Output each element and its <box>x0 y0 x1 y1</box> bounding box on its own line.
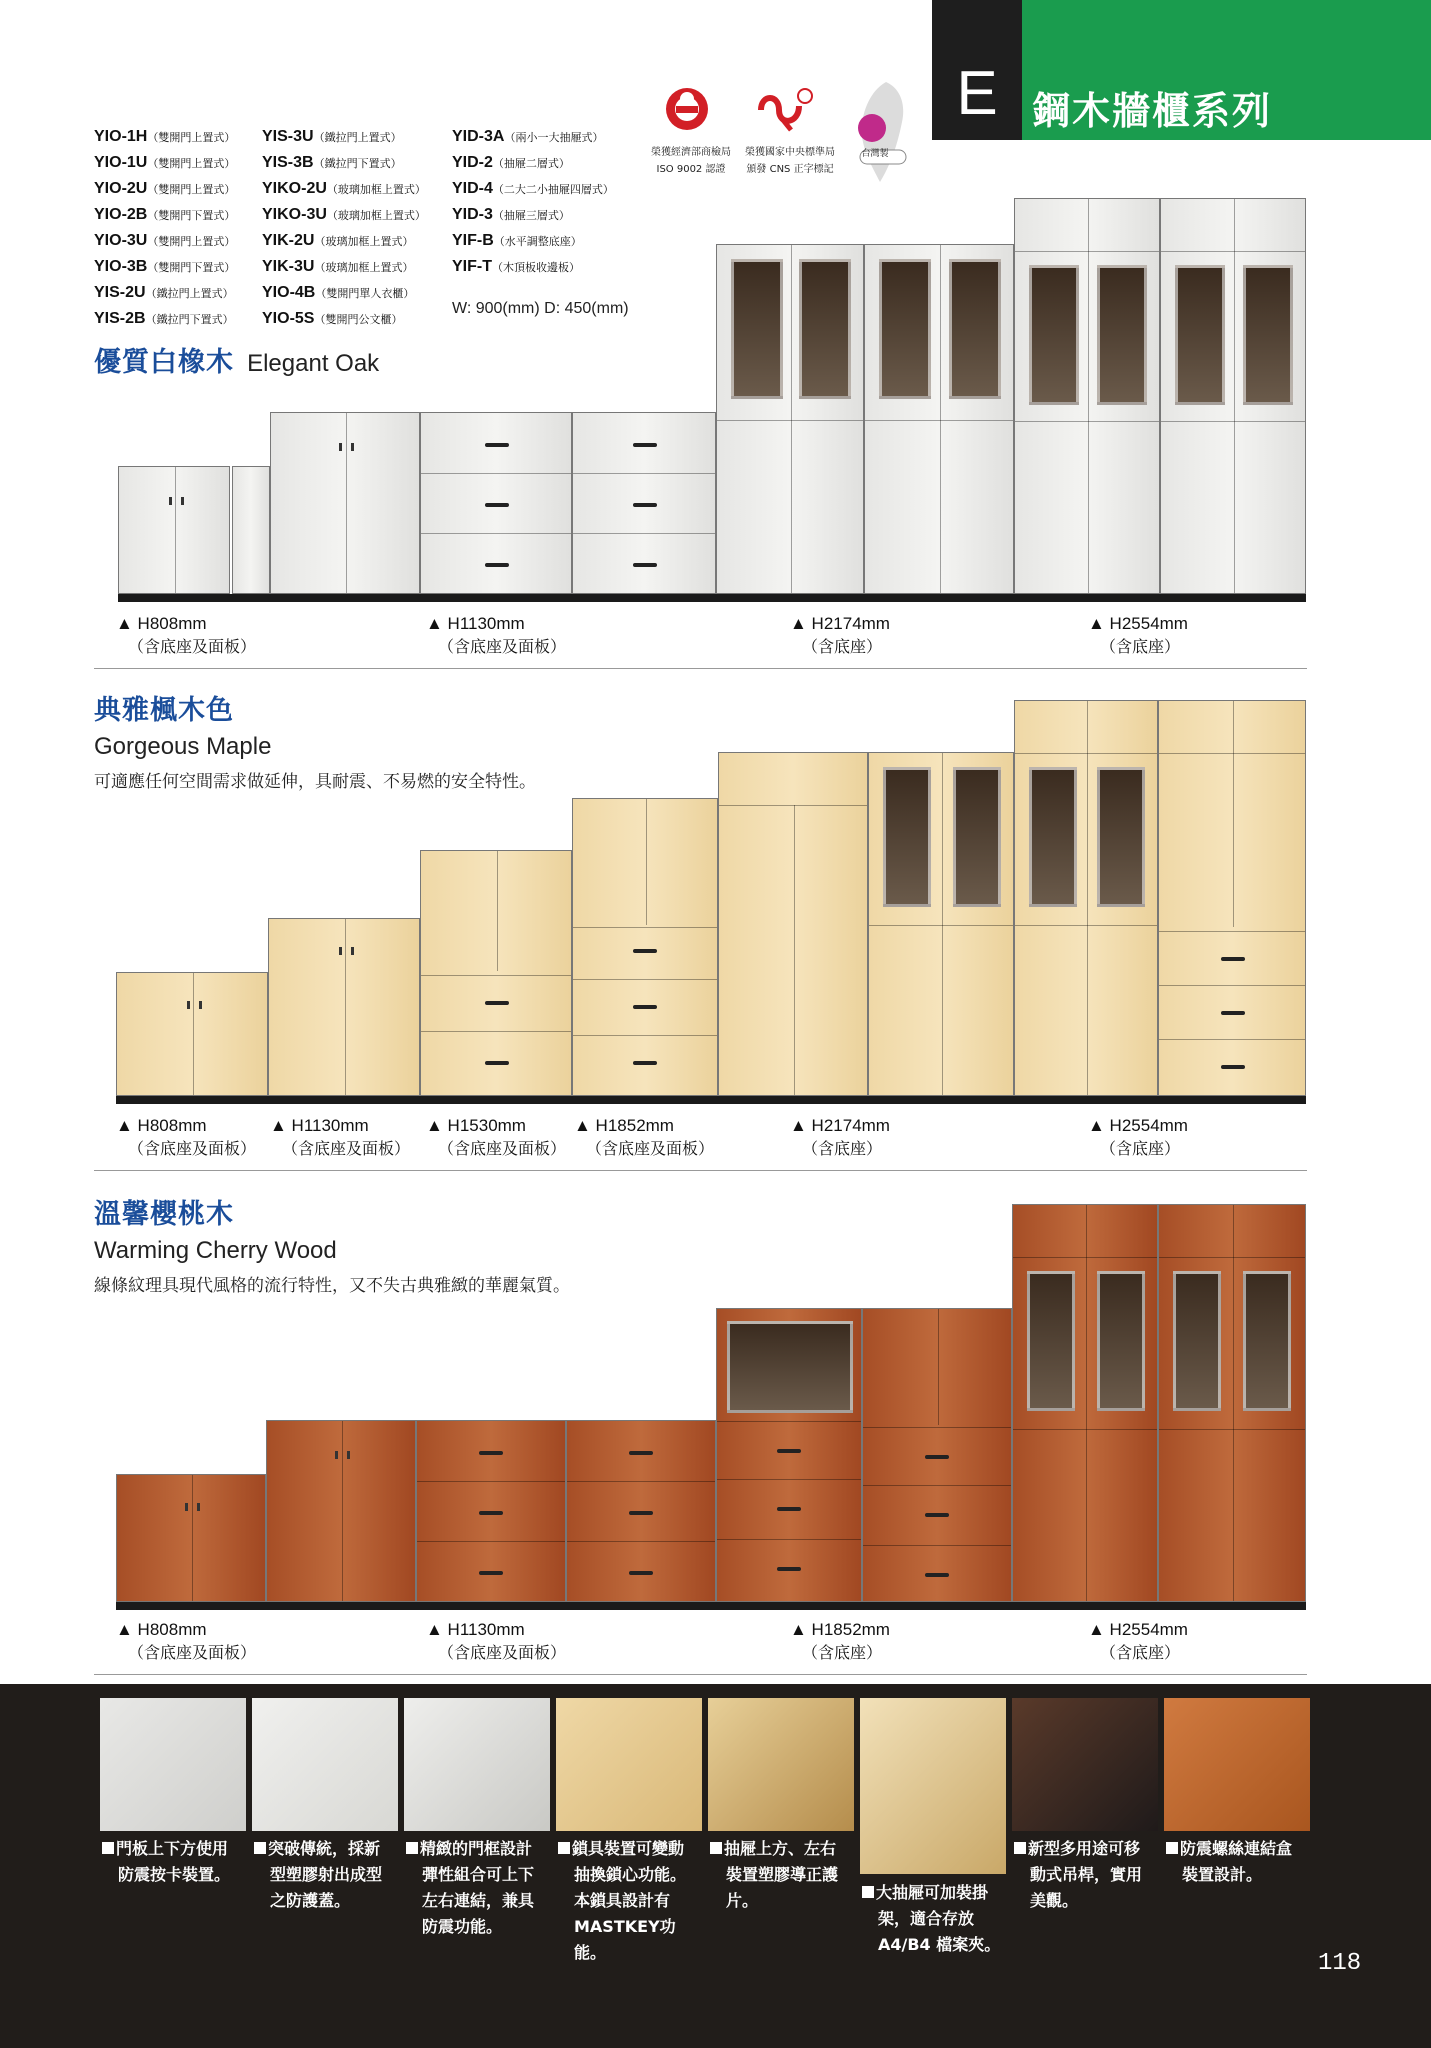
feature-text-2: 突破傳統，採新 型塑膠射出成型 之防護蓋。 <box>254 1836 404 1914</box>
model-list-col2: YIS-3U（鐵拉門上置式） YIS-3B（鐵拉門下置式） YIKO-2U（玻璃加框上置式） YIKO-3U（玻璃加框上置式） YIK-2U（玻璃加框上置式） YIK-3U（玻璃加框上置式） YIO-4B（雙開門單人衣櫃） YIO-5S（雙開門公文櫃） <box>262 128 426 327</box>
oak-height-4: ▲ H2554mm （含底座） <box>1088 614 1188 656</box>
section-maple-heading: 典雅楓木色 Gorgeous Maple 可適應任何空間需求做延伸，具耐震、不易燃的安全特性。 <box>94 695 536 792</box>
taiwan-made-icon <box>850 78 916 190</box>
feature-photo-hanging-file <box>860 1698 1006 1874</box>
section-oak-heading: 優質白橡木 Elegant Oak <box>94 347 380 378</box>
cert-text-1: 榮獲經濟部商檢局 ISO 9002 認證 <box>651 147 731 175</box>
section-cherry-heading: 溫馨櫻桃木 Warming Cherry Wood 線條紋理具現代風格的流行特性，又不失古典雅緻的華麗氣質。 <box>94 1199 570 1296</box>
model-list-col3: YID-3A（兩小一大抽屜式） YID-2（抽屜二層式） YID-4（二大二小抽屜四層式） YID-3（抽屜三層式） YIF-B（水平調整底座） YIF-T（木頂板收邊板） <box>452 128 614 275</box>
maple-height-3: ▲ H1530mm （含底座及面板） <box>426 1116 567 1158</box>
section-divider <box>94 1674 1307 1675</box>
maple-height-4: ▲ H1852mm （含底座及面板） <box>574 1116 715 1158</box>
feature-photo-drawer-guide <box>708 1698 854 1831</box>
page-number: 118 <box>1318 1950 1362 1977</box>
model-list-col1: YIO-1H（雙開門上置式） YIO-1U（雙開門上置式） YIO-2U（雙開門上置式） YIO-2B（雙開門下置式） YIO-3U（雙開門上置式） YIO-3B（雙開門下置式） YIS-2U（鐵拉門上置式） YIS-2B（鐵拉門下置式） <box>94 128 236 327</box>
cert-text-2: 榮獲國家中央標準局 頒發 CNS 正字標記 <box>745 147 835 175</box>
cherry-height-1: ▲ H808mm （含底座及面板） <box>116 1620 257 1662</box>
feature-text-7: 新型多用途可移 動式吊桿，實用 美觀。 <box>1014 1836 1164 1914</box>
cherry-height-3: ▲ H1852mm （含底座） <box>790 1620 890 1662</box>
section-divider <box>94 668 1307 669</box>
page-title: 鋼木牆櫃系列 <box>1032 89 1273 133</box>
oak-height-2: ▲ H1130mm （含底座及面板） <box>426 614 567 656</box>
cns-mark-icon <box>755 84 817 136</box>
feature-photo-cover <box>252 1698 398 1831</box>
feature-photo-door-clip <box>100 1698 246 1831</box>
cert-text-3: 台灣製 <box>861 149 889 159</box>
trademark-badge-icon <box>664 86 710 136</box>
section-divider <box>94 1170 1307 1171</box>
maple-height-6: ▲ H2554mm （含底座） <box>1088 1116 1188 1158</box>
maple-height-1: ▲ H808mm （含底座及面板） <box>116 1116 257 1158</box>
cherry-height-4: ▲ H2554mm （含底座） <box>1088 1620 1188 1662</box>
feature-text-5: 抽屜上方、左右 裝置塑膠導正護 片。 <box>710 1836 860 1914</box>
feature-photo-frame <box>404 1698 550 1831</box>
feature-photo-hanger-rod <box>1012 1698 1158 1831</box>
oak-height-1: ▲ H808mm （含底座及面板） <box>116 614 257 656</box>
feature-text-8: 防震螺絲連結盒 裝置設計。 <box>1166 1836 1316 1888</box>
section-letter: E <box>956 59 998 128</box>
oak-height-3: ▲ H2174mm （含底座） <box>790 614 890 656</box>
feature-photo-lock <box>556 1698 702 1831</box>
cherry-height-2: ▲ H1130mm （含底座及面板） <box>426 1620 567 1662</box>
feature-text-4: 鎖具裝置可變動 抽換鎖心功能。 本鎖具設計有 MASTKEY功 能。 <box>558 1836 708 1966</box>
maple-height-5: ▲ H2174mm （含底座） <box>790 1116 890 1158</box>
feature-text-3: 精緻的門框設計 彈性組合可上下 左右連結，兼具 防震功能。 <box>406 1836 556 1940</box>
dimensions-text: W: 900(mm) D: 450(mm) <box>452 300 629 317</box>
feature-text-1: 門板上下方使用 防震按卡裝置。 <box>102 1836 252 1888</box>
feature-text-6: 大抽屜可加裝掛 架，適合存放 A4/B4 檔案夾。 <box>862 1880 1012 1958</box>
feature-photo-screw-box <box>1164 1698 1310 1831</box>
maple-height-2: ▲ H1130mm （含底座及面板） <box>270 1116 411 1158</box>
